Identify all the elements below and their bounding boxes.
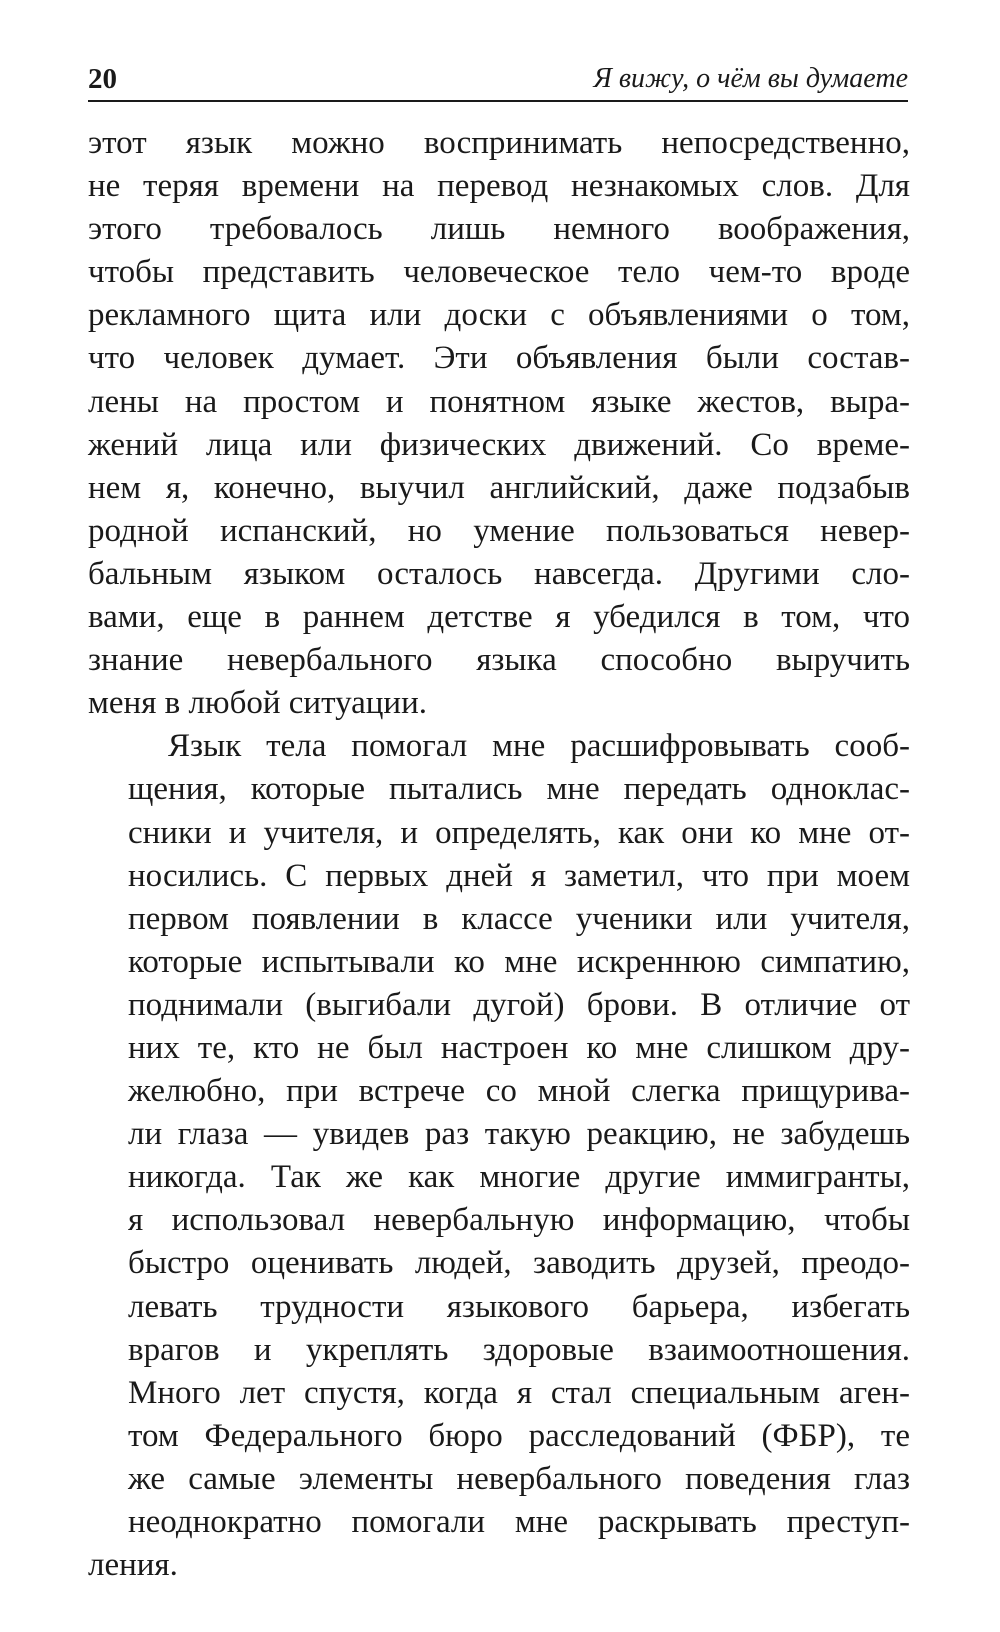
paragraph-2 bbox=[88, 725, 910, 1587]
text-line: сники и учителя, и определять, как они ко мне от- bbox=[128, 814, 910, 851]
text-line: них те, кто не был настроен ко мне слишком дру- bbox=[128, 1029, 910, 1066]
text-line: Язык тела помогал мне расшифровывать сооб- bbox=[168, 728, 910, 765]
text-line: нем я, конечно, выучил английский, даже подзабыв bbox=[88, 469, 910, 506]
text-line: родной испанский, но умение пользоваться невер- bbox=[88, 512, 910, 549]
paragraph-1 bbox=[88, 122, 910, 725]
text-line: которые испытывали ко мне искреннюю симпатию, bbox=[128, 943, 910, 980]
page-number: 20 bbox=[88, 63, 117, 95]
text-line: этого требовалось лишь немного воображения, bbox=[88, 211, 910, 248]
text-line: левать трудности языкового барьера, избегать bbox=[128, 1288, 910, 1325]
text-line: этот язык можно воспринимать непосредственно, bbox=[88, 125, 910, 161]
text-line: вами, еще в раннем детстве я убедился в том, что bbox=[88, 599, 910, 636]
text-line: знание невербального языка способно выручить bbox=[88, 642, 910, 679]
text-line: носились. С первых дней я заметил, что при моем bbox=[128, 857, 910, 894]
text-line: я использовал невербальную информацию, чтобы bbox=[128, 1202, 910, 1239]
text-line: бальным языком осталось навсегда. Другими сло- bbox=[88, 555, 910, 592]
text-line: врагов и укреплять здоровые взаимоотношения. bbox=[128, 1331, 910, 1368]
text-line: поднимали (выгибали дугой) брови. В отличие от bbox=[128, 986, 910, 1023]
text-line: желюбно, при встрече со мной слегка прищурива- bbox=[128, 1073, 910, 1110]
text-line: быстро оценивать людей, заводить друзей, преодо- bbox=[128, 1245, 910, 1282]
text-line: первом появлении в классе ученики или учителя, bbox=[128, 900, 910, 937]
page-header bbox=[88, 60, 908, 102]
text-line: не теряя времени на перевод незнакомых слов. Для bbox=[88, 168, 910, 205]
running-title: Я вижу, о чём вы думаете bbox=[593, 63, 908, 94]
body-text bbox=[88, 122, 910, 1587]
text-line: меня в любой ситуации. bbox=[88, 685, 428, 722]
text-line: том Федерального бюро расследований (ФБР), те bbox=[128, 1417, 910, 1454]
text-line: чтобы представить человеческое тело чем-то вроде bbox=[88, 254, 910, 291]
text-line: неоднократно помогали мне раскрывать преступ- bbox=[128, 1504, 910, 1540]
text-line: щения, которые пытались мне передать одноклас- bbox=[128, 771, 910, 808]
text-line: ления. bbox=[88, 1547, 178, 1584]
text-line: что человек думает. Эти объявления были состав- bbox=[88, 340, 910, 377]
text-line: Много лет спустя, когда я стал специальным аген- bbox=[128, 1374, 910, 1411]
text-line: ли глаза — увидев раз такую реакцию, не забудешь bbox=[128, 1116, 910, 1153]
text-line: никогда. Так же как многие другие иммигранты, bbox=[128, 1159, 910, 1196]
text-line: лены на простом и понятном языке жестов, выра- bbox=[88, 383, 910, 420]
text-line: рекламного щита или доски с объявлениями о том, bbox=[88, 297, 910, 334]
text-line: жений лица или физических движений. Со време- bbox=[88, 426, 910, 463]
text-line: же самые элементы невербального поведения глаз bbox=[128, 1460, 910, 1497]
